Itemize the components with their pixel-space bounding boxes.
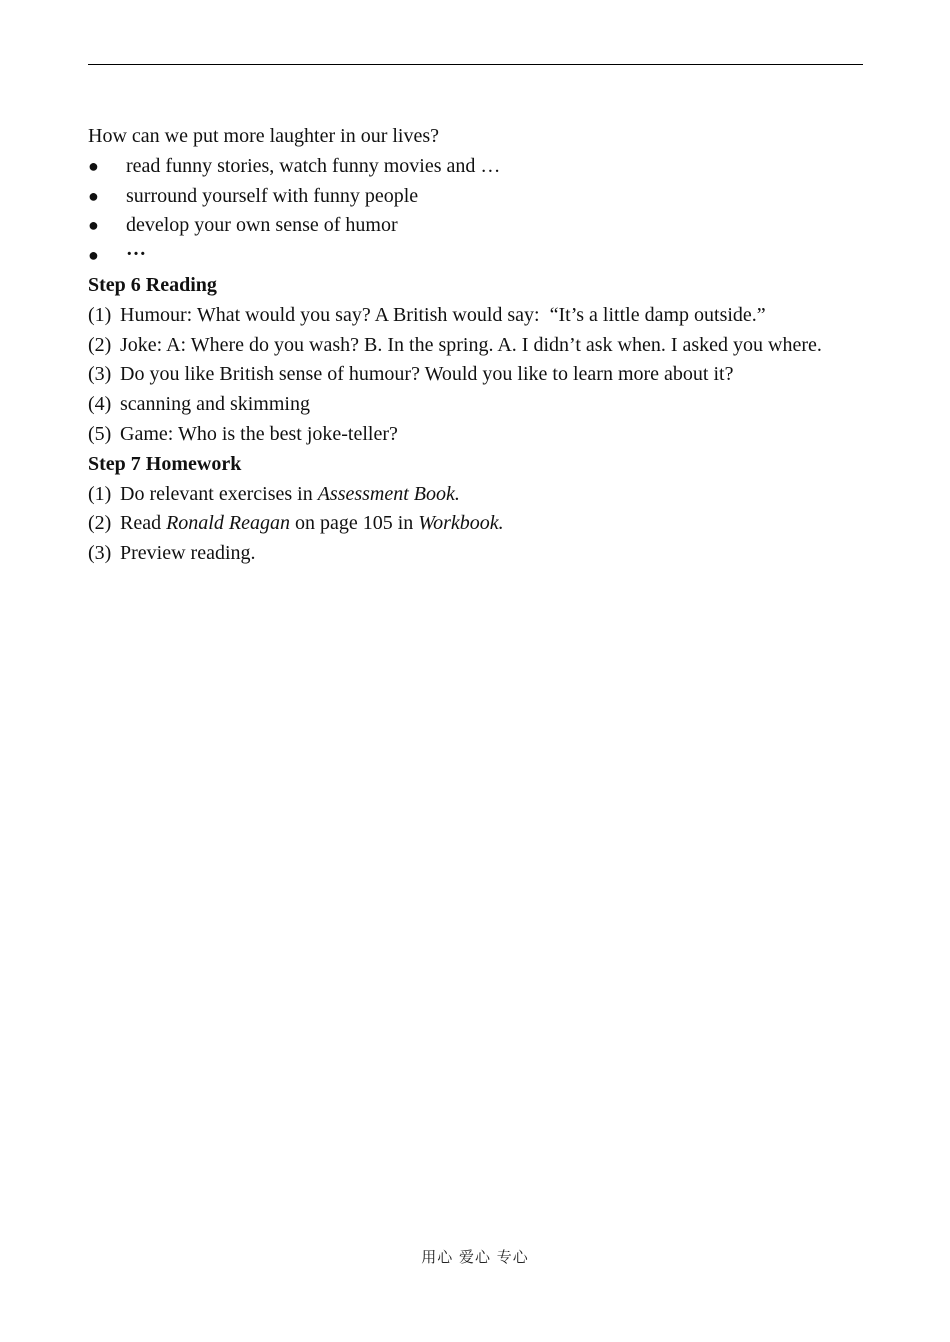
bullet-dot-icon: ●	[88, 155, 99, 176]
list-item	[88, 331, 862, 361]
item-number: (4)	[88, 393, 112, 416]
item-number: (1)	[88, 482, 112, 505]
list-item	[88, 390, 862, 420]
list-item	[88, 420, 862, 450]
item-text-plain: on page 105 in	[289, 512, 419, 535]
item-text	[120, 509, 862, 539]
step6-heading: Step 6 Reading	[88, 273, 217, 296]
bullet-text: …	[126, 238, 147, 261]
list-item	[88, 301, 862, 331]
intro-question: How can we put more laughter in our lives?	[88, 125, 440, 147]
list-item	[88, 539, 862, 569]
item-number: (1)	[88, 303, 112, 326]
bullet-text: develop your own sense of humor	[126, 214, 398, 237]
item-number: (3)	[88, 363, 112, 386]
item-number: (5)	[88, 422, 112, 445]
item-text: Game: Who is the best joke-teller?	[120, 422, 398, 445]
item-text	[120, 480, 862, 510]
list-item	[88, 480, 862, 510]
item-text: Joke: A: Where do you wash? B. In the spring. A. I didn’t ask when. I asked you where.	[120, 333, 822, 356]
book-title: Workbook.	[418, 512, 504, 535]
item-number: (3)	[88, 542, 112, 565]
bullet-dot-icon: ●	[88, 245, 99, 266]
step7-heading: Step 7 Homework	[88, 452, 242, 475]
bullet-text: read funny stories, watch funny movies and …	[126, 154, 501, 177]
list-item	[88, 509, 862, 539]
header-rule	[88, 64, 863, 65]
item-text-plain: Do relevant exercises in	[120, 482, 318, 505]
item-text: Preview reading.	[120, 542, 256, 565]
bullet-dot-icon: ●	[88, 185, 99, 206]
bullet-text: surround yourself with funny people	[126, 184, 419, 207]
item-text-plain: Read	[120, 512, 167, 535]
book-title: Assessment Book.	[317, 482, 460, 505]
story-title: Ronald Reagan	[166, 512, 290, 535]
list-item	[88, 360, 862, 390]
bullet-dot-icon: ●	[88, 215, 99, 236]
bullet-item	[88, 238, 862, 271]
item-text: Humour: What would you say? A British would say: “It’s a little damp outside.”	[120, 303, 766, 326]
bullet-item	[88, 152, 862, 182]
document-body	[88, 122, 862, 569]
bullet-item	[88, 182, 862, 212]
item-text: Do you like British sense of humour? Would you like to learn more about it?	[120, 363, 734, 386]
item-number: (2)	[88, 333, 112, 356]
item-text: scanning and skimming	[120, 393, 310, 416]
item-number: (2)	[88, 512, 112, 535]
page-footer: 用心 爱心 专心	[421, 1248, 529, 1266]
bullet-item	[88, 211, 862, 241]
